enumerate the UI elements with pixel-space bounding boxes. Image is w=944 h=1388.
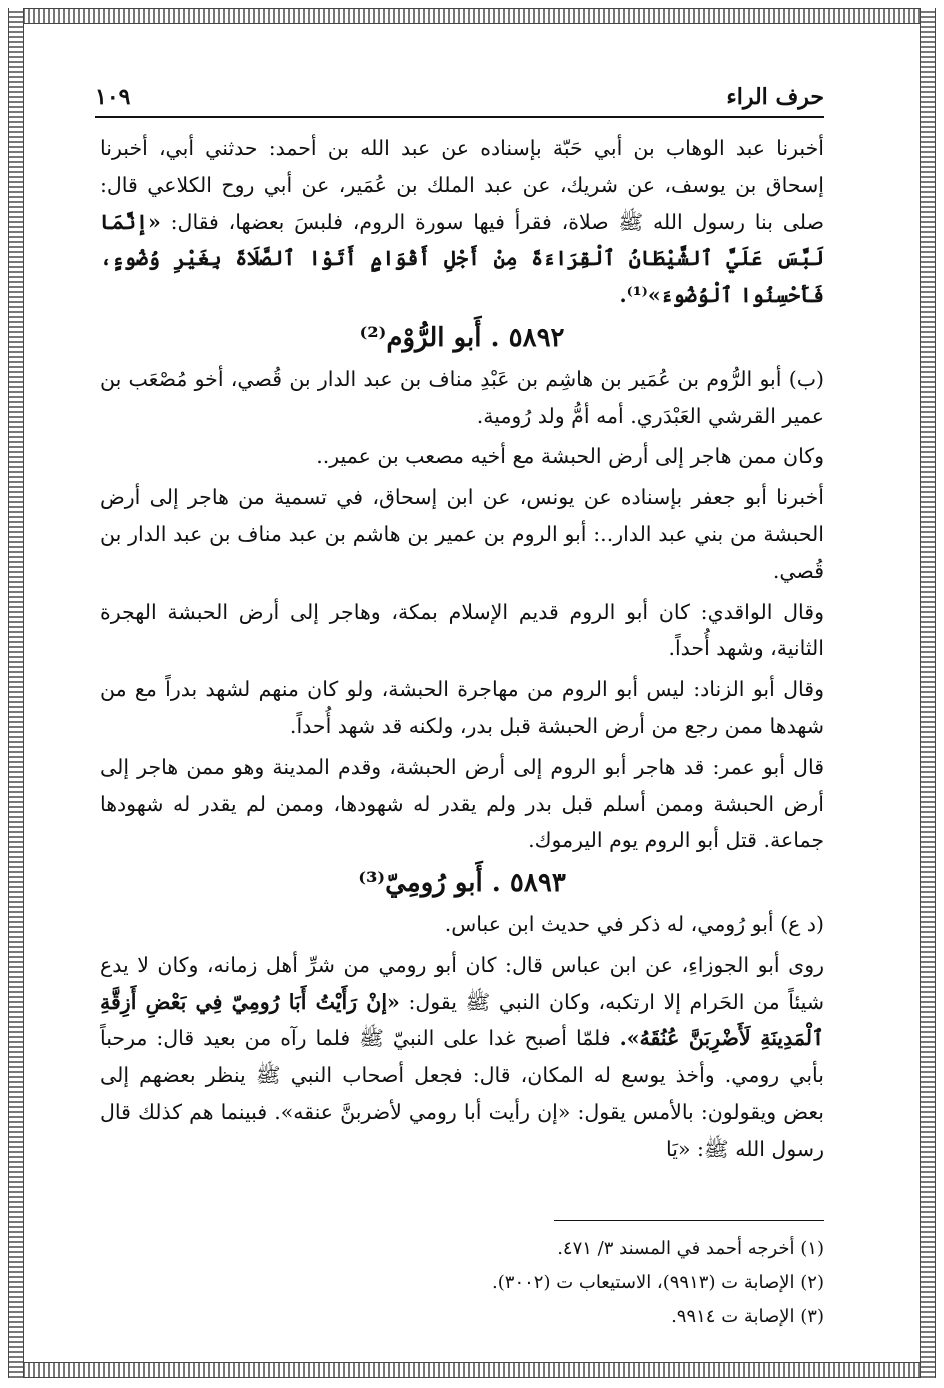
paragraph: (د ع) أبو رُومي، له ذكر في حديث ابن عباس.: [444, 911, 824, 936]
page-header: [95, 80, 824, 118]
paragraph: [100, 130, 824, 314]
footnote: (٣) الإصابة ت ٩٩١٤.: [671, 1306, 824, 1327]
decorative-border-top: [8, 8, 936, 24]
page-number: ١٠٩: [95, 84, 131, 110]
footnote-divider: [554, 1220, 824, 1221]
paragraph: وقال أبو الزناد: ليس أبو الروم من مهاجرة الحبشة، ولو كان منهم لشهد بدراً مع من شهدها ممن رجع من أرض الحبشة قبل بدر، ولكنه قد شهد أُحداً.: [100, 677, 824, 738]
paragraph: وكان ممن هاجر إلى أرض الحبشة مع أخيه مصعب بن عمير..: [316, 444, 824, 469]
footnotes: [100, 1232, 824, 1334]
decorative-border-right: [920, 8, 936, 1378]
footnote: (١) أخرجه أحمد في المسند ٣/ ٤٧١.: [557, 1238, 824, 1259]
paragraph: [100, 947, 824, 1168]
paragraph-text: أخبرنا عبد الوهاب بن أبي حَبّة بإسناده عن عبد الله بن أحمد: حدثني أبي، أخبرنا إسحاق بن يوسف، عن شريك، عن عبد الملك بن عُمَير، عن أبي روح الكلاعي قال: صلى بنا رسول الله ﷺ صلاة، فقرأ فيها سورة الروم، فلبسَ بعضها، فقال:: [100, 136, 824, 234]
entry-heading: ٥٨٩٢ . أَبو الرُّوْم⁽²⁾: [359, 322, 565, 353]
decorative-border-bottom: [8, 1362, 936, 1378]
decorative-border-left: [8, 8, 24, 1378]
paragraph: أخبرنا أبو جعفر بإسناده عن يونس، عن ابن إسحاق، في تسمية من هاجر إلى أرض الحبشة من بني عبد الدار..: أبو الروم بن عمير بن هاشم بن عبد مناف بن عبد الدار بن قُصي.: [100, 485, 824, 583]
entry-heading: ٥٨٩٣ . أَبو رُومِيّ⁽³⁾: [358, 868, 566, 899]
paragraph: وقال الواقدي: كان أبو الروم قديم الإسلام بمكة، وهاجر إلى أرض الحبشة الهجرة الثانية، وشهد أُحداً.: [100, 599, 824, 661]
paragraph: قال أبو عمر: قد هاجر أبو الروم إلى أرض الحبشة، وقدم المدينة وهو ممن هاجر إلى أرض الحبشة وممن أسلم قبل بدر ولم يقدر له شهودها، وممن لم يقدر له شهودها جماعة. قتل أبو الروم يوم اليرموك.: [100, 754, 824, 853]
main-text: [100, 130, 824, 1172]
paragraph-text: فلمّا أصبح غدا على النبيّ ﷺ فلما رآه من بعيد قال: مرحباً بأبي رومي. وأخذ يوسع له المكان، قال: فجعل أصحاب النبي ﷺ ينظر بعضهم إلى بعض ويقولون: بالأمس يقول: «إن رأيت أبا رومي لأضربنَّ عنقه». فبينما هم كذلك قال رسول الله ﷺ: «يَا: [100, 1026, 824, 1161]
running-title: حرف الراء: [726, 84, 824, 110]
footnote: (٢) الإصابة ت (٩٩١٣)، الاستيعاب ت (٣٠٠٢).: [492, 1272, 824, 1293]
paragraph-text: روى أبو الجوزاءِ، عن ابن عباس قال: كان أبو رومي من شرِّ أهل زمانه، وكان لا يدع شيئاً من الحَرام إلا ارتكبه، وكان النبي ﷺ يقول:: [100, 952, 824, 1014]
hadith-quote: «إنَّمَا لَبَّسَ عَلَيَّ ٱلشَّيْطَانُ ٱلْقِرَاءَةَ مِنْ أَجْلِ أَقْوَامٍ أَتَوْا ٱلصَّلَاةَ بِغَيْرِ وُضُوءٍ، فَأَحْسِنُوا ٱلْوُضُوءَ»⁽¹⁾.: [100, 209, 824, 308]
hadith-quote: «إنْ رَأَيْتُ أَبَا رُومِيّ فِي بَعْضِ أَزِقَّةِ ٱلْمَدِينَةِ لَأَضْرِبَنَّ عُنُقَهُ».: [100, 989, 824, 1051]
paragraph: (ب) أبو الرُّوم بن عُمَير بن هاشِم بن عَبْدِ مناف بن عبد الدار بن قُصي، أخو مُصْعَب بن عمير القرشي العَبْدَري. أمه أمُّ ولد رُومية.: [100, 366, 824, 428]
